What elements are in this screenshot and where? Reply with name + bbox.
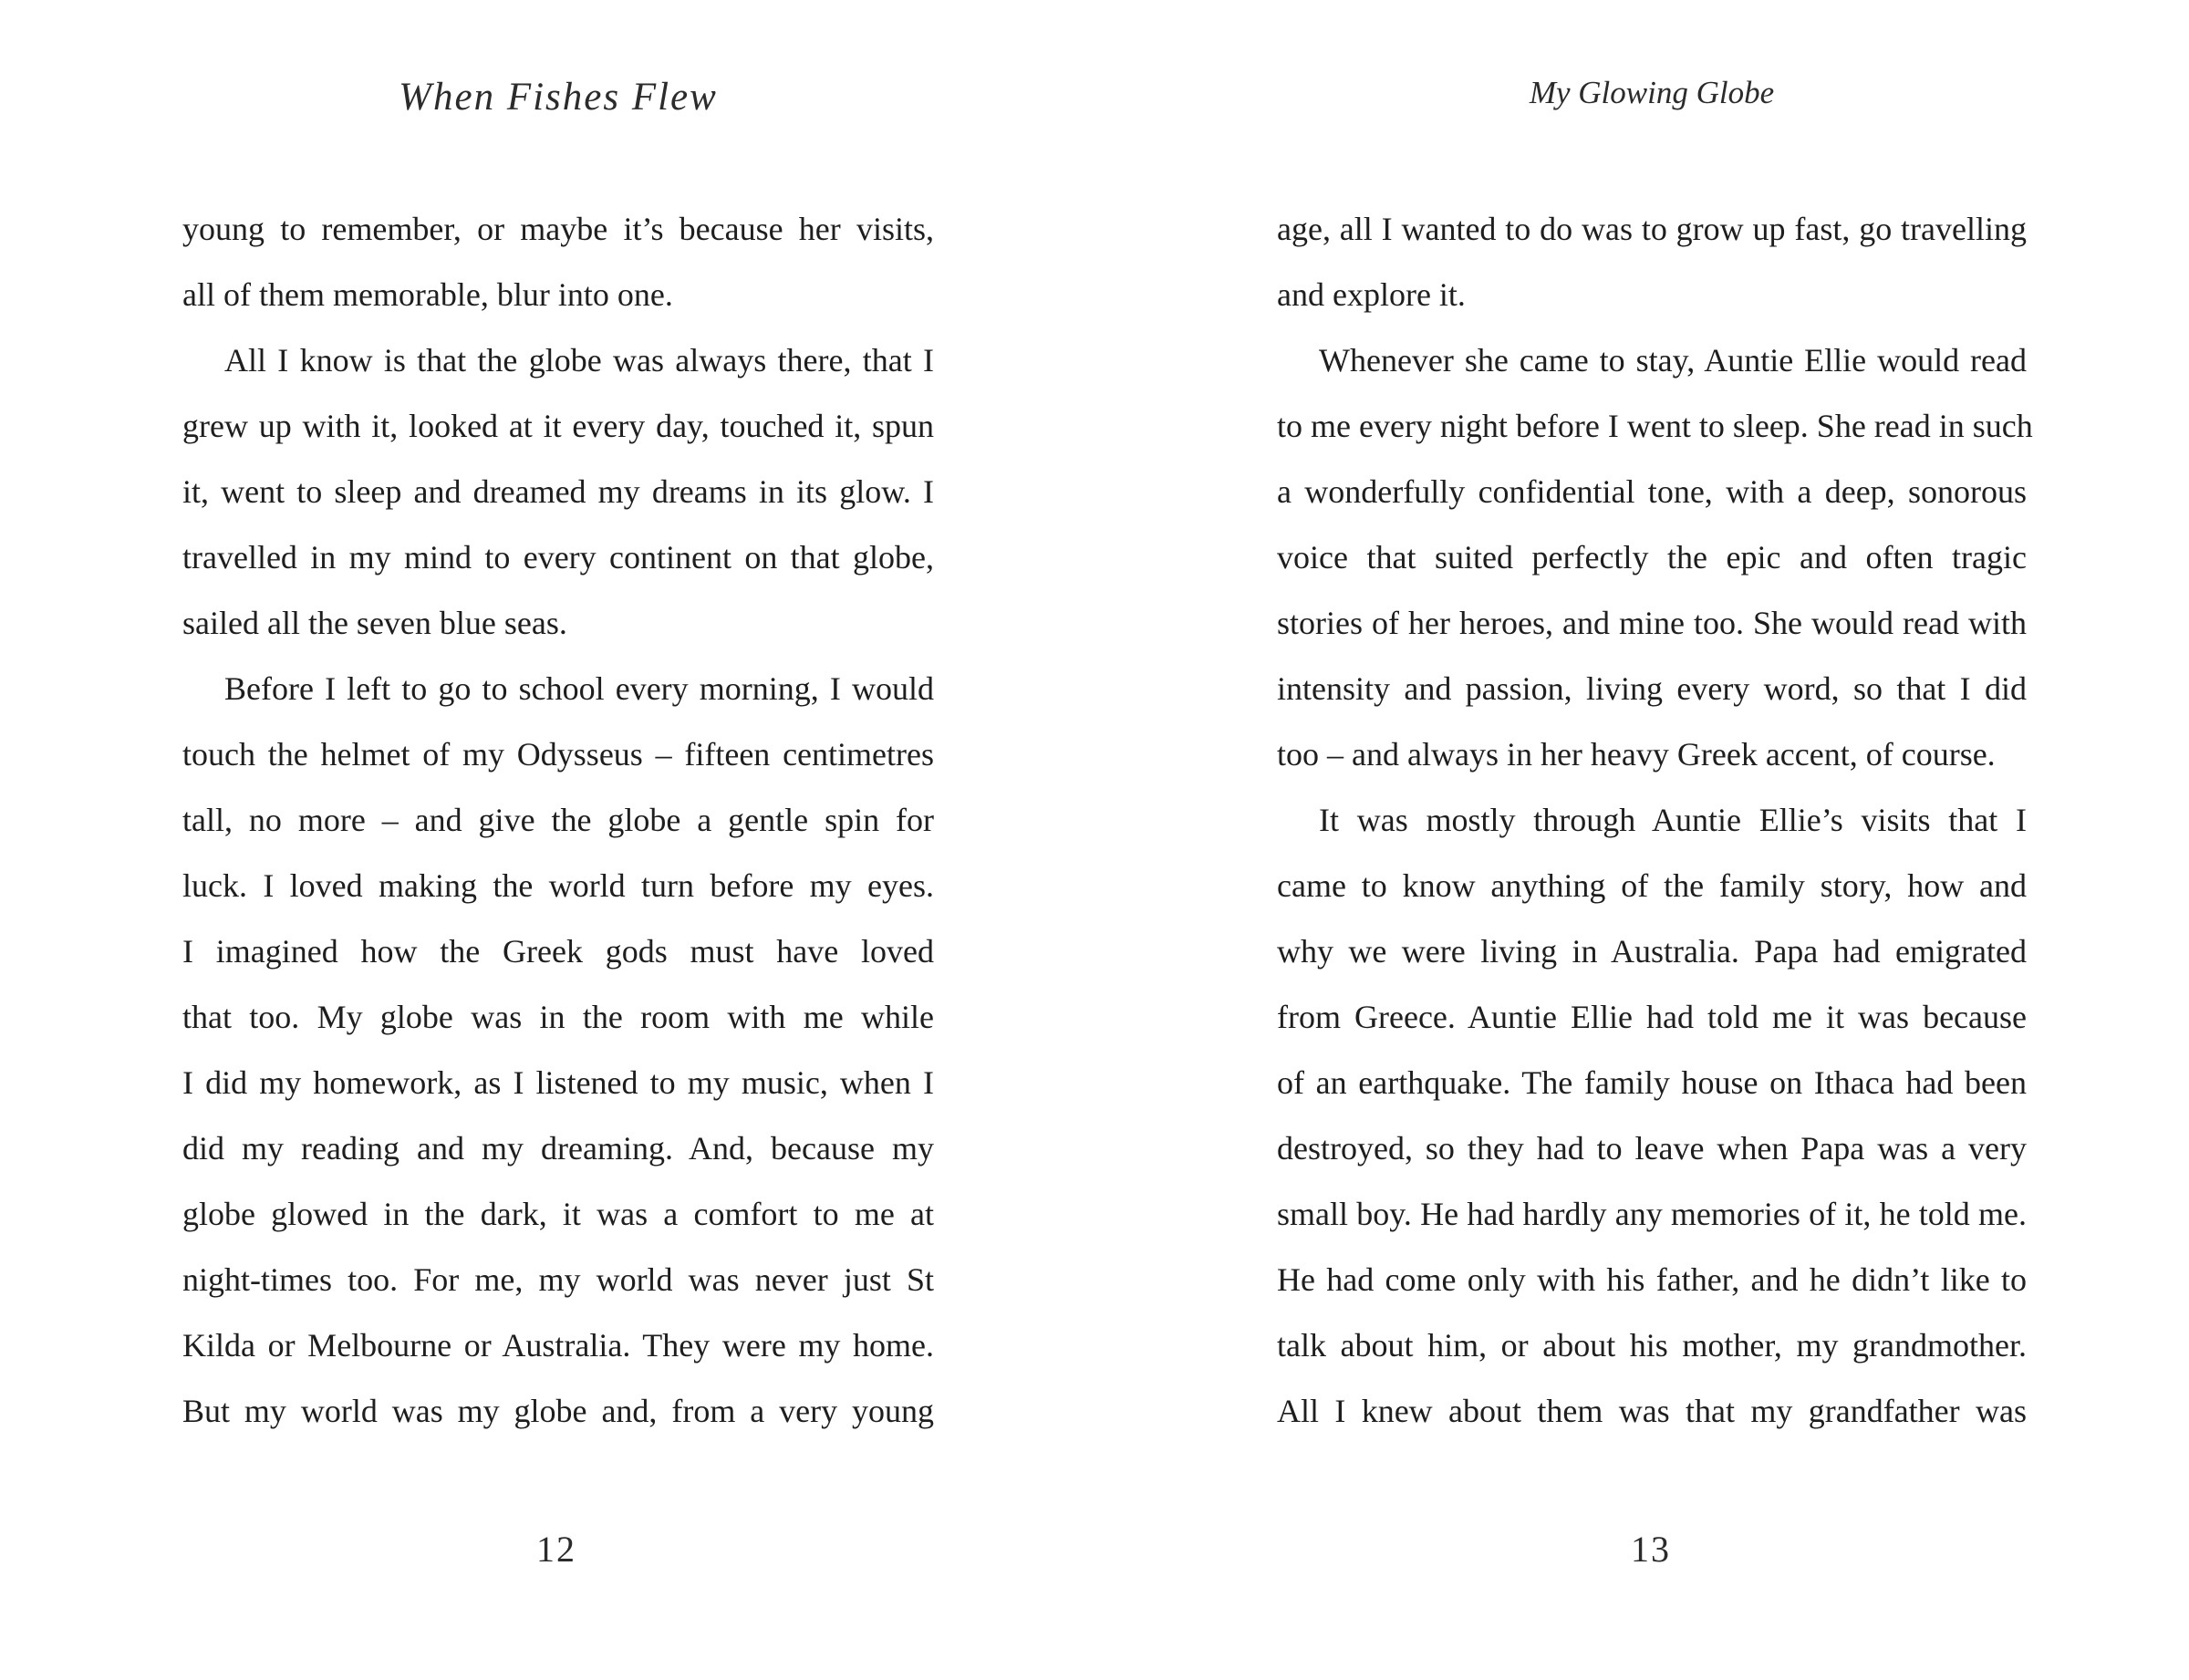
- left-page: [0, 0, 1094, 1680]
- body-text: [1277, 196, 2033, 1444]
- text-line: talk about him, or about his mother, my grandmother.: [1277, 1327, 2027, 1364]
- text-line: did my reading and my dreaming. And, because my: [182, 1130, 934, 1167]
- text-line: too – and always in her heavy Greek accent, of course.: [1277, 736, 1996, 773]
- text-line: destroyed, so they had to leave when Papa was a very: [1277, 1130, 2027, 1167]
- text-line: age, all I wanted to do was to grow up fast, go travelling: [1277, 211, 2027, 247]
- text-line: of an earthquake. The family house on Ithaca had been: [1277, 1064, 2027, 1101]
- text-line: that too. My globe was in the room with me while: [182, 999, 934, 1035]
- text-line: luck. I loved making the world turn before my eyes.: [182, 867, 934, 904]
- text-line: tall, no more – and give the globe a gentle spin for: [182, 802, 934, 838]
- text-line: a wonderfully confidential tone, with a deep, sonorous: [1277, 473, 2027, 510]
- text-line: Kilda or Melbourne or Australia. They were my home.: [182, 1327, 934, 1364]
- text-line: from Greece. Auntie Ellie had told me it was because: [1277, 999, 2027, 1035]
- text-line: voice that suited perfectly the epic and often tragic: [1277, 539, 2027, 576]
- running-head-chapter-title: My Glowing Globe: [1529, 75, 1775, 110]
- text-line: why we were living in Australia. Papa had emigrated: [1277, 933, 2027, 970]
- text-line: All I know is that the globe was always there, that I: [224, 342, 934, 379]
- text-line: travelled in my mind to every continent on that globe,: [182, 539, 934, 576]
- text-line: He had come only with his father, and he didn’t like to: [1277, 1261, 2027, 1298]
- text-line: Before I left to go to school every morning, I would: [224, 670, 934, 707]
- text-line: intensity and passion, living every word, so that I did: [1277, 670, 2027, 707]
- text-line: young to remember, or maybe it’s because her visits,: [182, 211, 934, 247]
- body-text: [182, 196, 934, 1444]
- text-line: I did my homework, as I listened to my music, when I: [182, 1064, 934, 1101]
- text-line: stories of her heroes, and mine too. She would read with: [1277, 605, 2027, 641]
- text-line: touch the helmet of my Odysseus – fifteen centimetres: [182, 736, 934, 773]
- text-line: globe glowed in the dark, it was a comfort to me at: [182, 1196, 934, 1232]
- text-line: all of them memorable, blur into one.: [182, 276, 673, 313]
- text-line: night-times too. For me, my world was never just St: [182, 1261, 934, 1298]
- text-line: It was mostly through Auntie Ellie’s visits that I: [1319, 802, 2027, 838]
- right-page: [1094, 0, 2189, 1680]
- text-line: But my world was my globe and, from a very young: [182, 1393, 934, 1429]
- page-number: 12: [536, 1529, 576, 1570]
- text-line: grew up with it, looked at it every day, touched it, spun: [182, 408, 934, 444]
- text-line: to me every night before I went to sleep. She read in such: [1277, 408, 2033, 444]
- text-line: small boy. He had hardly any memories of it, he told me.: [1277, 1196, 2027, 1232]
- text-line: sailed all the seven blue seas.: [182, 605, 567, 641]
- text-line: it, went to sleep and dreamed my dreams in its glow. I: [182, 473, 934, 510]
- text-line: came to know anything of the family story, how and: [1277, 867, 2027, 904]
- text-line: and explore it.: [1277, 276, 1466, 313]
- text-line: I imagined how the Greek gods must have loved: [182, 933, 934, 970]
- text-line: Whenever she came to stay, Auntie Ellie would read: [1319, 342, 2027, 379]
- text-line: All I knew about them was that my grandfather was: [1277, 1393, 2027, 1429]
- page-number: 13: [1631, 1529, 1671, 1570]
- running-head-book-title: When Fishes Flew: [399, 76, 718, 119]
